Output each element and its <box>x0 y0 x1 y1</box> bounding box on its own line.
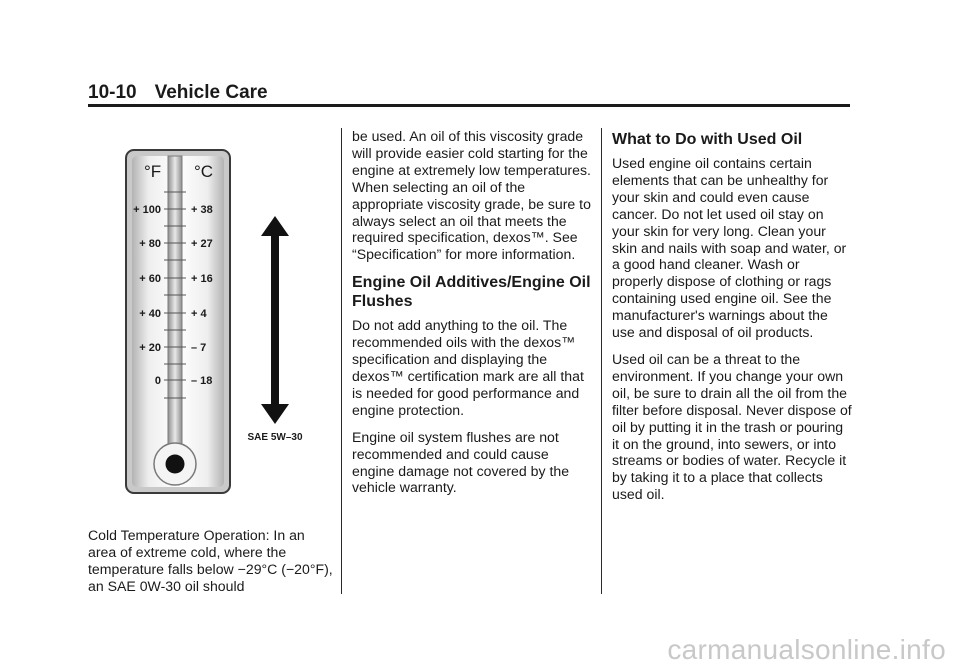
fahrenheit-tick: + 20 <box>139 342 161 354</box>
column-divider <box>341 128 342 594</box>
fahrenheit-unit-label: °F <box>144 162 162 181</box>
celsius-tick: + 4 <box>191 308 207 320</box>
celsius-tick: + 16 <box>191 273 213 285</box>
column-left <box>88 527 336 595</box>
section-title: Vehicle Care <box>154 82 268 103</box>
thermometer-bulb <box>166 455 185 474</box>
celsius-tick: + 38 <box>191 204 213 216</box>
fahrenheit-tick: + 100 <box>133 204 161 216</box>
thermometer-figure <box>92 140 334 510</box>
thermometer-tube <box>168 156 182 456</box>
flushes-paragraph: Engine oil system flushes are not recommended and could cause engine damage not covered by the vehicle warranty. <box>352 428 570 496</box>
fahrenheit-tick: + 80 <box>139 238 161 250</box>
fahrenheit-tick: 0 <box>154 375 161 387</box>
used-oil-heading: What to Do with Used Oil <box>612 131 803 148</box>
cold-operation-paragraph: Cold Temperature Operation: In an area of extreme cold, where the temperature falls below −29°C (−20°F), an SAE 0W-30 oil should <box>88 527 333 594</box>
page-number: 10-10 <box>88 82 137 103</box>
fahrenheit-tick: + 60 <box>139 273 161 285</box>
column-divider <box>601 128 602 594</box>
celsius-unit-label: °C <box>194 162 214 181</box>
celsius-tick: – 18 <box>191 375 213 387</box>
used-oil-environment-paragraph: Used oil can be a threat to the environment. If you change your own oil, be sure to drain all the oil from the filter before disposal. Never dispose of oil by putting it in the trash or pouring it on the ground, into sewers, or into streams or bodies of water. Recycle it by taking it to a place that collects used oil. <box>612 350 852 503</box>
column-middle <box>352 128 592 506</box>
used-oil-health-paragraph: Used engine oil contains certain elements that can be unhealthy for your skin and could even cause cancer. Do not let used oil stay on your skin for very long. Clean your skin and nails with soap and water, or a good hand cleaner. Wash or properly dispose of clothing or rags containing used engine oil. See the manufacturer's warnings about the use and disposal of oil products. <box>612 155 847 341</box>
sae-grade-label: SAE 5W–30 <box>247 432 303 443</box>
additives-heading: Engine Oil Additives/Engine Oil Flushes <box>352 274 591 311</box>
watermark: carmanualsonline.info <box>667 634 946 665</box>
fahrenheit-tick: + 40 <box>139 308 161 320</box>
additives-paragraph: Do not add anything to the oil. The recommended oils with the dexos™ specification and displaying the dexos™ certification mark are all that is needed for good performance and engine protection. <box>352 317 584 418</box>
viscosity-paragraph: be used. An oil of this viscosity grade will provide easier cold starting for the engine at extremely low temperatures. When selecting an oil of the appropriate viscosity grade, be sure to always select an oil that meets the required specification, dexos™. See “Specification” for more information. <box>352 128 591 263</box>
celsius-tick: + 27 <box>191 238 213 250</box>
header-rule <box>88 104 850 107</box>
celsius-tick: – 7 <box>191 342 207 354</box>
viscosity-range-arrow <box>261 216 289 424</box>
column-right <box>612 128 852 513</box>
page-header <box>88 82 268 104</box>
